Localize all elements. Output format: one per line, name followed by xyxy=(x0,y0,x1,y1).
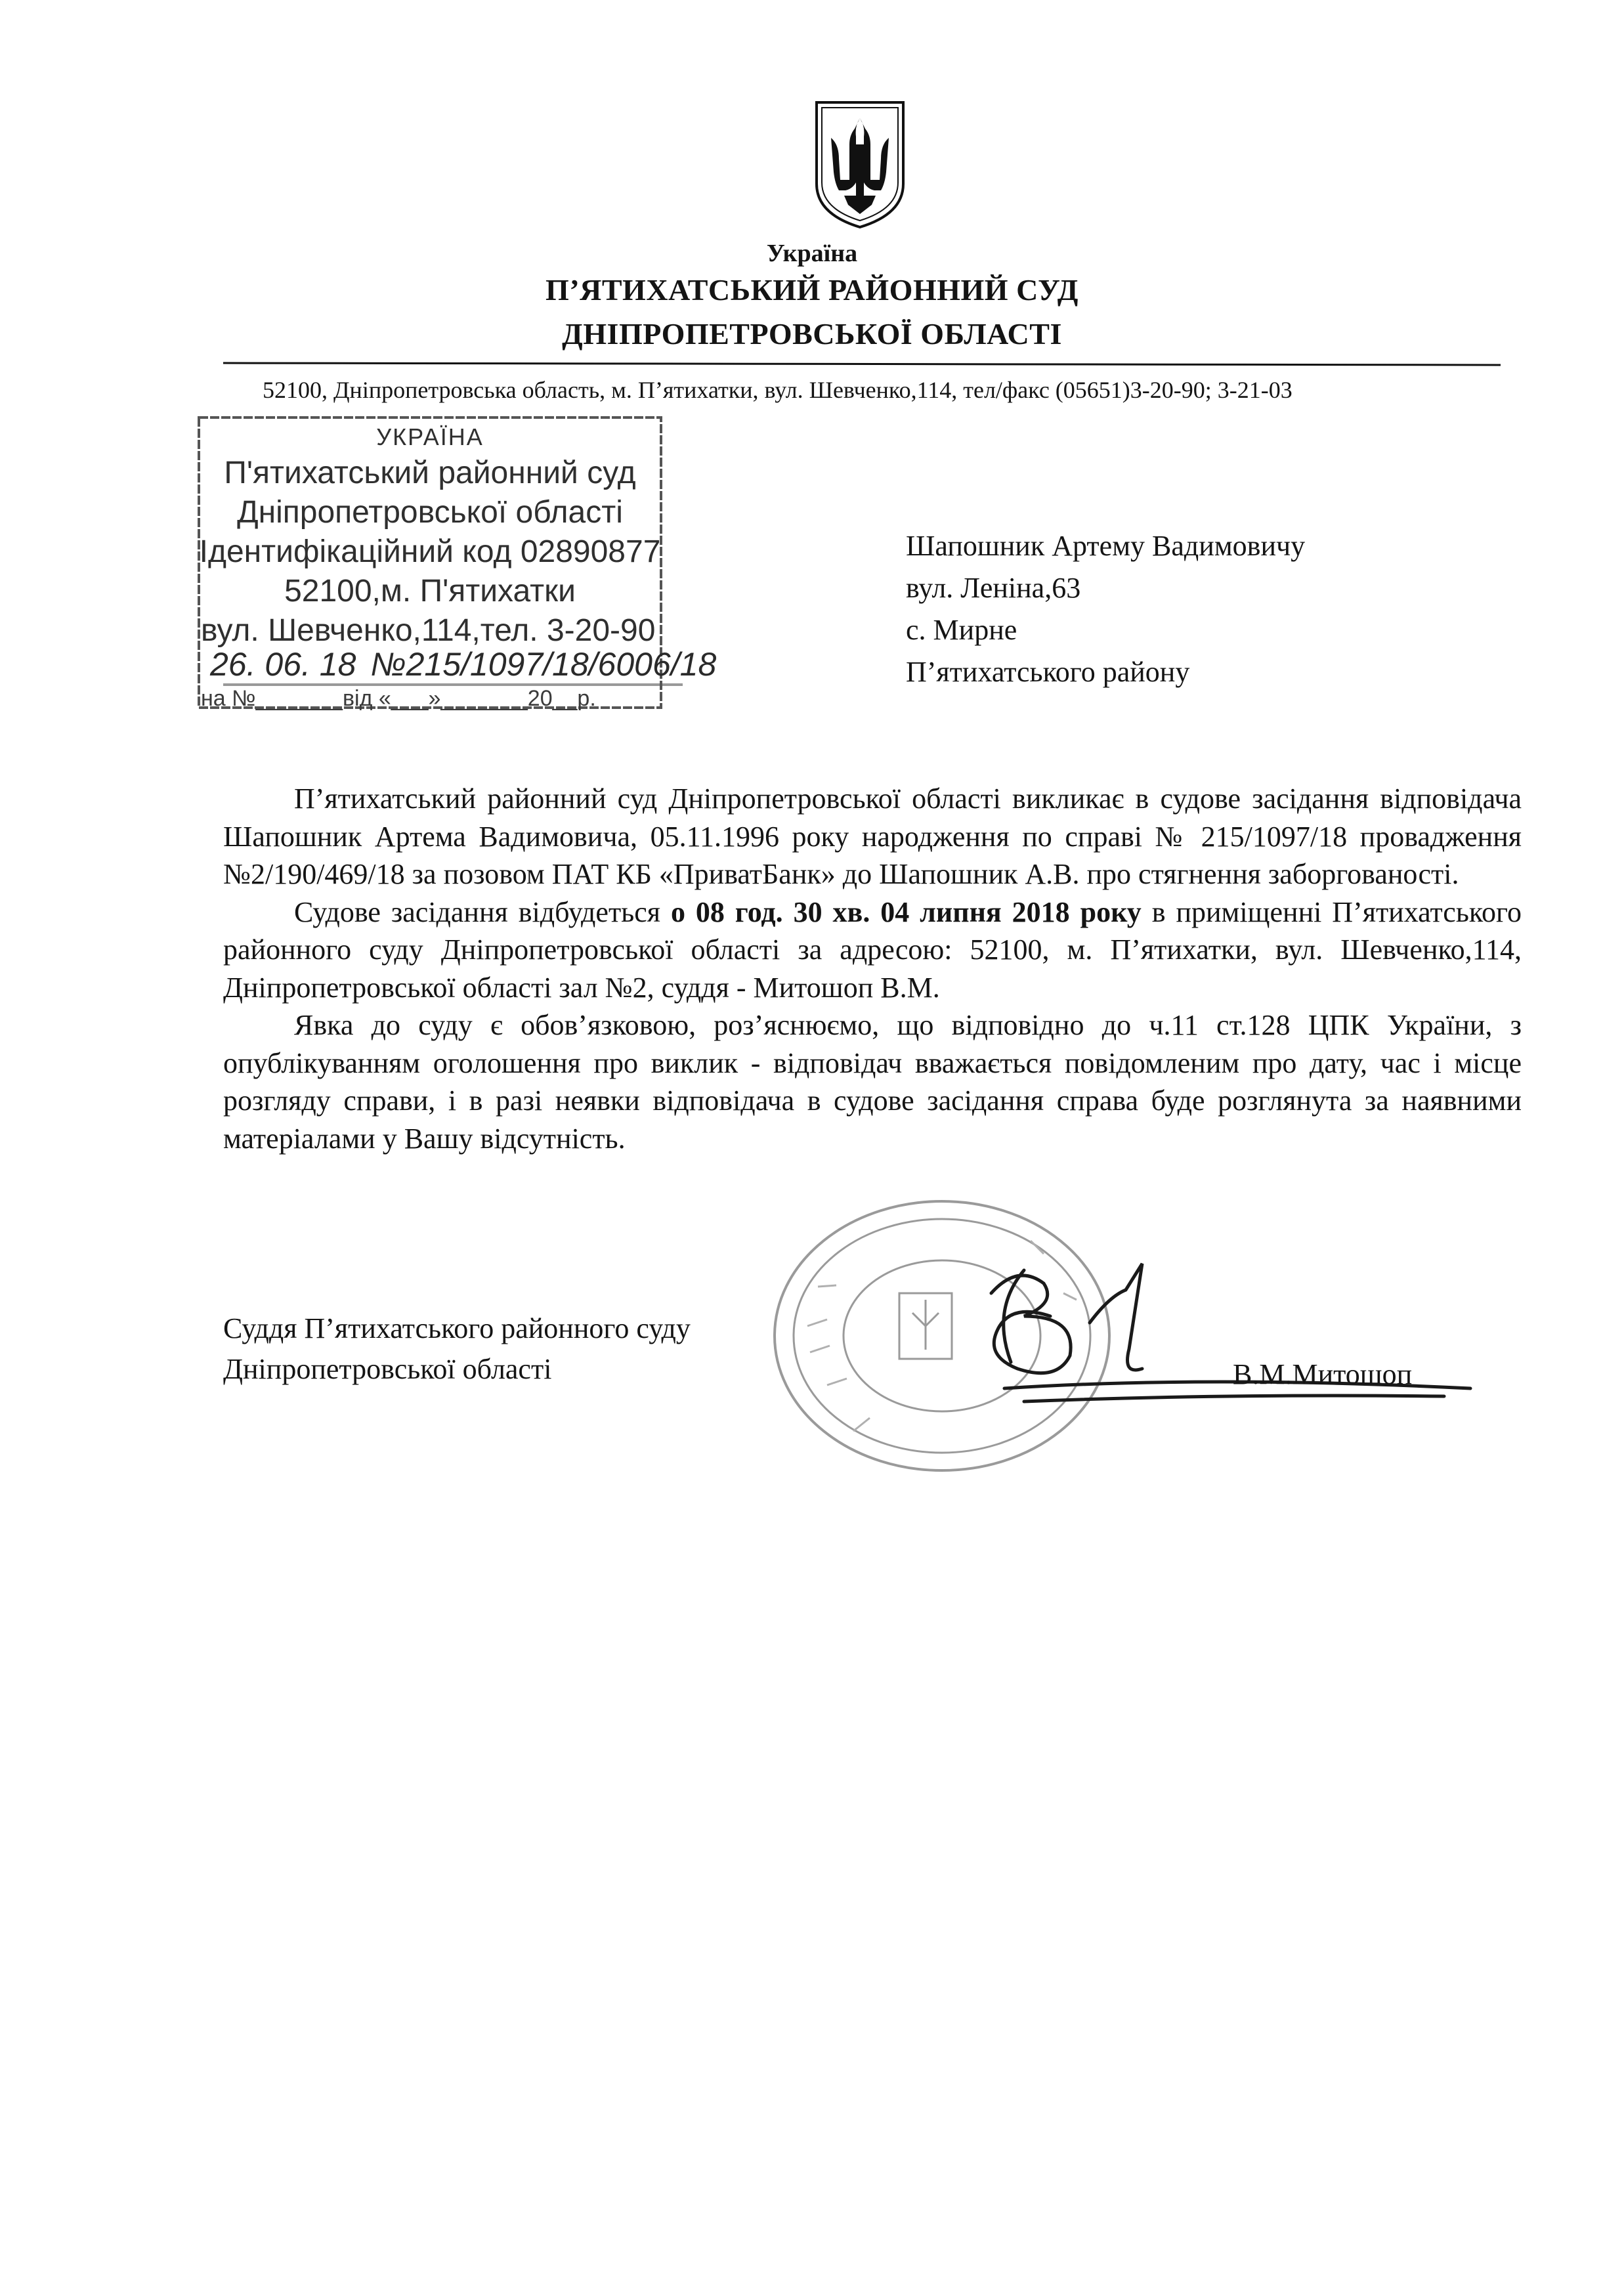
summons-body xyxy=(223,780,1522,1157)
hearing-text-after: в приміщенні П’ятихатського районного суду Дніпропетровської області за адресою: 52100, м. П’ятихатки, вул. Шевченко,114, Дніпропетровської області зал №2, суддя - Митошоп В.М. xyxy=(223,895,1522,1004)
header-divider xyxy=(223,362,1501,367)
stamp-city: 52100,м. П'ятихатки xyxy=(284,574,576,609)
stamp-handwritten-registration xyxy=(210,645,716,683)
ukraine-trident-icon xyxy=(813,98,907,230)
judge-title-line2: Дніпропетровської області xyxy=(223,1353,552,1385)
recipient-district: П’ятихатського району xyxy=(906,656,1190,688)
country-heading: Україна xyxy=(766,240,858,267)
paragraph-summons: П’ятихатський районний суд Дніпропетровської області викликає в судове засідання відповідача Шапошник Артема Вадимовича, 05.11.1996 року народження по справі № 215/1097/18 провадження №2/190/469/18 за позовом ПАТ КБ «ПриватБанк» до Шапошник А.В. про стягнення заборгованості. xyxy=(223,782,1522,890)
stamp-reference-line: на №_______від «___»_______20__р. xyxy=(201,686,596,711)
judge-name: В.М.Митошоп xyxy=(1233,1358,1413,1390)
handwritten-signature-icon xyxy=(945,1218,1484,1461)
court-address-line: 52100, Дніпропетровська область, м. П’ятихатки, вул. Шевченко,114, тел/факс (05651)3-20-90; 3-21-03 xyxy=(263,377,1293,403)
hearing-text-before: Судове засідання відбудеться xyxy=(294,895,671,928)
stamp-date: 26. 06. 18 xyxy=(210,646,356,683)
paragraph-hearing-time xyxy=(223,893,1522,1007)
court-name-heading: П’ЯТИХАТСЬКИЙ РАЙОННИЙ СУД xyxy=(545,273,1079,307)
recipient-street: вул. Леніна,63 xyxy=(906,572,1081,604)
hearing-datetime: о 08 год. 30 хв. 04 липня 2018 року xyxy=(670,895,1142,928)
recipient-village: с. Мирне xyxy=(906,614,1017,646)
stamp-number: №215/1097/18/6006/18 xyxy=(370,646,717,683)
paragraph-attendance: Явка до суду є обов’язковою, роз’яснюємо, що відповідно до ч.11 ст.128 ЦПК України, з опублікуванням оголошення про виклик - відповідач вважається повідомленим про дату, час і місце розгляду справи, і в разі неявки відповідача в судове засідання справа буде розглянута за наявними матеріалами у Вашу відсутність. xyxy=(223,1009,1522,1155)
stamp-region: Дніпропетровської області xyxy=(237,495,623,530)
registration-stamp xyxy=(197,416,717,711)
stamp-court: П'ятихатський районний суд xyxy=(224,456,636,490)
stamp-id-code: Ідентифікаційний код 02890877 xyxy=(199,534,661,569)
stamp-street: вул. Шевченко,114,тел. 3-20-90 xyxy=(201,613,656,648)
judge-title xyxy=(223,1308,691,1390)
stamp-country: УКРАЇНА xyxy=(376,423,484,450)
recipient-name: Шапошник Артему Вадимовичу xyxy=(906,530,1306,562)
recipient-block xyxy=(906,525,1305,693)
region-heading: ДНІПРОПЕТРОВСЬКОЇ ОБЛАСТІ xyxy=(562,317,1062,351)
judge-title-line1: Суддя П’ятихатського районного суду xyxy=(223,1312,691,1344)
